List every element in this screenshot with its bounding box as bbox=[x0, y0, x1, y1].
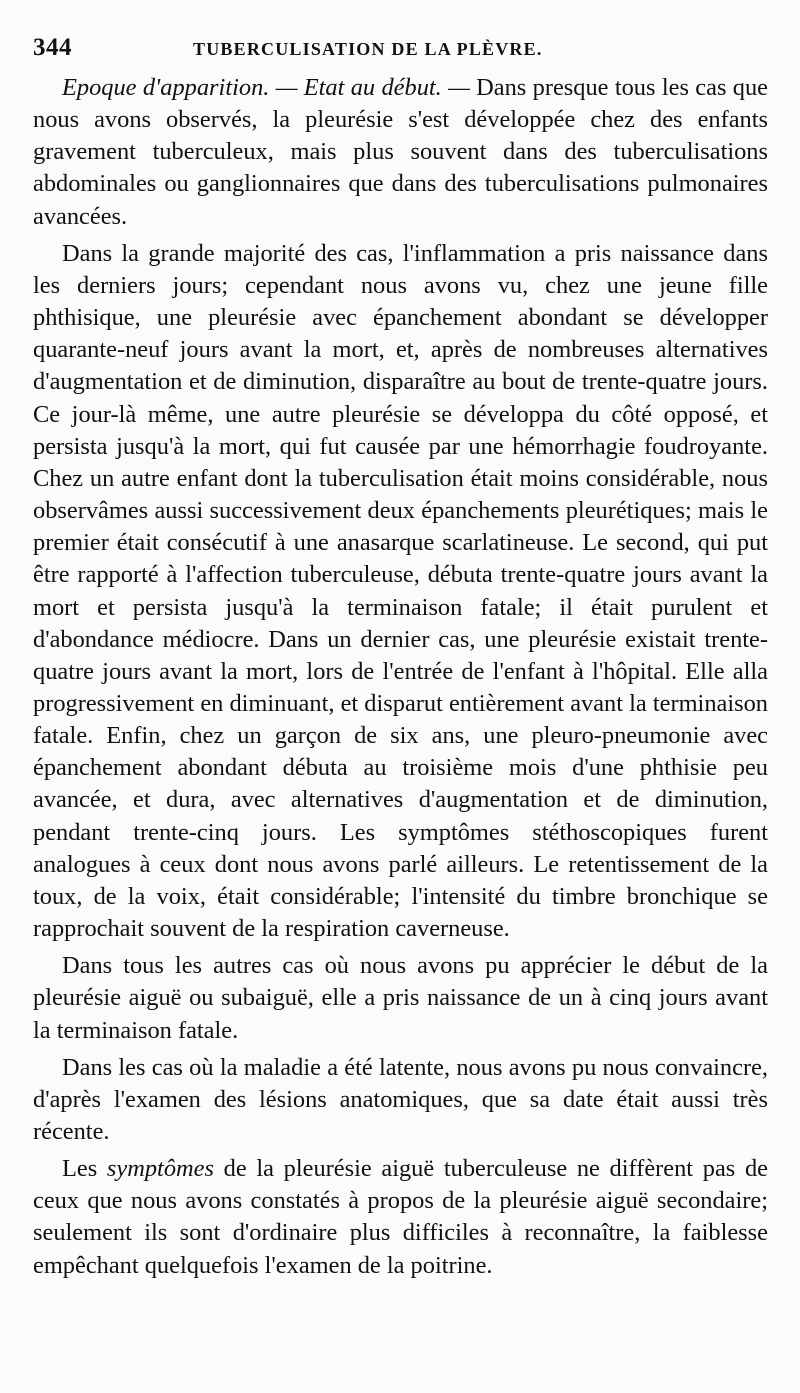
page-number: 344 bbox=[33, 34, 72, 61]
paragraph-5-before: Les bbox=[62, 1155, 107, 1183]
paragraph-5 bbox=[33, 1153, 768, 1282]
paragraph-3: Dans tous les autres cas où nous avons pu apprécier le début de la pleurésie aiguë ou subaiguë, elle a pris naissance de un à cinq jours avant la terminaison fatale. bbox=[33, 952, 768, 1044]
paragraph-5-after: de la pleurésie aiguë tuberculeuse ne diffèrent pas de ceux que nous avons constatés à propos de la pleurésie aiguë secondaire; seulement ils sont d'ordinaire plus difficiles à reconnaître, la faiblesse empêchant quelquefois l'examen de la poitrine. bbox=[33, 1155, 768, 1279]
page-header bbox=[33, 34, 768, 64]
paragraph-1 bbox=[33, 72, 768, 233]
paragraph-1-lead: Epoque d'apparition. — Etat au début. — bbox=[62, 74, 470, 101]
paragraph-1-text: Dans presque tous les cas que nous avons observés, la pleurésie s'est développée chez des enfants gravement tuberculeux, mais plus souvent dans des tuberculisations abdominales ou ganglionnaires que dans des tuberculisations pulmonaires avancées. bbox=[33, 74, 768, 230]
paragraph-4: Dans les cas où la maladie a été latente, nous avons pu nous convaincre, d'après l'examen des lésions anatomiques, que sa date était aussi très récente. bbox=[33, 1053, 768, 1145]
paragraph-2: Dans la grande majorité des cas, l'inflammation a pris naissance dans les derniers jours; cependant nous avons vu, chez une jeune fille phthisique, une pleurésie avec épanchement abondant se développer quarante-neuf jours avant la mort, et, après de nombreuses alternatives d'augmentation et de diminution, disparaître au bout de trente-quatre jours. Ce jour-là même, une autre pleurésie se développa du côté opposé, et persista jusqu'à la mort, qui fut causée par une hémorrhagie foudroyante. Chez un autre enfant dont la tuberculisation était moins considérable, nous observâmes aussi successivement deux épanchements pleurétiques; mais le premier était consécutif à une anasarque scarlatineuse. Le second, qui put être rapporté à l'affection tuberculeuse, débuta trente-quatre jours avant la mort et persista jusqu'à la terminaison fatale; il était purulent et d'abondance médiocre. Dans un dernier cas, une pleurésie existait trente-quatre jours avant la mort, lors de l'entrée de l'enfant à l'hôpital. Elle alla progressivement en diminuant, et disparut entièrement avant la terminaison fatale. Enfin, chez un garçon de six ans, une pleuro-pneumonie avec épanchement abondant débuta au troisième mois d'une phthisie peu avancée, et dura, avec alternatives d'augmentation et de diminution, pendant trente-cinq jours. Les symptômes stéthoscopiques furent analogues à ceux dont nous avons parlé ailleurs. Le retentissement de la toux, de la voix, était considérable; l'intensité du timbre bronchique se rapprochait souvent de la respiration caverneuse. bbox=[33, 239, 768, 943]
running-title: TUBERCULISATION DE LA PLÈVRE. bbox=[193, 39, 543, 59]
body-text bbox=[33, 72, 768, 1287]
paragraph-5-italic-term: symptômes bbox=[106, 1155, 214, 1183]
